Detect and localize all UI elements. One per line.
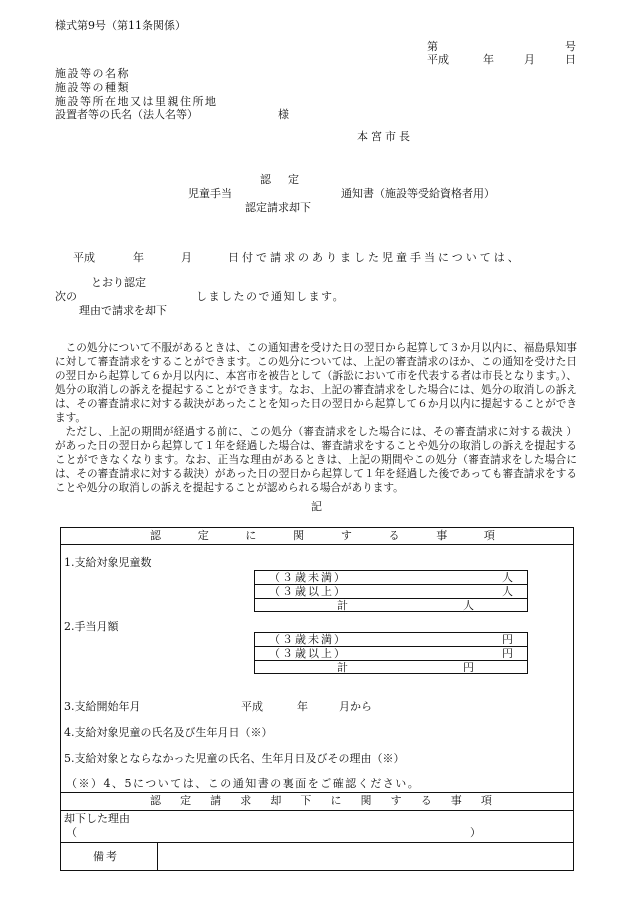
amount-under3-row: （３歳未満） 円 bbox=[269, 633, 513, 646]
body-option-approve: とおり認定 bbox=[91, 276, 146, 289]
reject-heading: 認 定 請 求 却 下 に 関 す る 事 項 bbox=[150, 794, 492, 807]
item3-era: 平成 bbox=[241, 700, 263, 713]
child-count-total-row: 計 人 bbox=[337, 599, 474, 612]
number-prefix: 第 bbox=[427, 40, 438, 53]
amount-total-row: 計 円 bbox=[337, 661, 474, 674]
footnote: （※）4、5については、この通知書の裏面をご確認ください。 bbox=[66, 777, 421, 790]
issuer: 本宮市長 bbox=[357, 130, 413, 143]
child-count-over3-row: （３歳以上） 人 bbox=[269, 585, 513, 598]
body-era: 平成 bbox=[73, 251, 95, 264]
title-prefix: 児童手当 bbox=[188, 187, 232, 200]
title-option-reject: 認定請求却下 bbox=[245, 201, 311, 214]
date-era: 平成 bbox=[427, 53, 449, 66]
date-month: 月 bbox=[524, 53, 535, 66]
title-option-approve: 認 定 bbox=[260, 173, 302, 186]
item2-label: 2.手当月額 bbox=[64, 620, 119, 633]
facility-address-label: 施設等所在地又は里親住所地 bbox=[55, 95, 218, 108]
amount-over3-row: （３歳以上） 円 bbox=[269, 647, 513, 660]
ki-marker: 記 bbox=[311, 500, 322, 513]
reject-reason-label: 却下した理由 bbox=[64, 812, 130, 825]
approval-heading: 認 定 に 関 す る 事 項 bbox=[150, 529, 495, 542]
item3-month: 月から bbox=[339, 700, 372, 713]
item5-label: 5.支給対象とならなかった児童の氏名、生年月日及びその理由（※） bbox=[64, 752, 405, 765]
reject-reason-paren-close: ） bbox=[470, 826, 481, 839]
body-conclusion: しましたので通知します。 bbox=[196, 290, 346, 303]
appeal-notice-p1: この処分について不服があるときは、この通知書を受けた日の翌日から起算して３か月以内に、福島県知事に対して審査請求をすることができます。この処分については、上記の審査請求のほか、この通知を受けた日の翌日から起算して６か月以内に、本宮市を被告として（訴訟において市を代表する者は市長となります。）、処分の取消しの訴えを提起することができます。なお、上記の審査請求をした場合には、処分の取消しの訴えは、その審査請求に対する裁決があったことを知った日の翌日から起算して６か月以内に提起することができます。 bbox=[55, 342, 577, 424]
reject-reason-paren-open: （ bbox=[66, 826, 77, 839]
facility-name-label: 施設等の名称 bbox=[55, 67, 130, 80]
item3-year: 年 bbox=[297, 700, 308, 713]
item1-label: 1.支給対象児童数 bbox=[64, 556, 152, 569]
child-count-box bbox=[254, 570, 528, 612]
body-month: 月 bbox=[181, 251, 192, 264]
founder-name-label: 設置者等の氏名（法人名等） bbox=[55, 108, 198, 121]
body-next: 次の bbox=[55, 290, 77, 303]
form-id: 様式第9号（第11条関係） bbox=[55, 19, 186, 32]
body-line1-rest: 日付で請求のありました児童手当については、 bbox=[228, 251, 522, 264]
number-suffix: 号 bbox=[565, 40, 576, 53]
body-year: 年 bbox=[133, 251, 144, 264]
item3-label: 3.支給開始年月 bbox=[64, 700, 141, 713]
date-year: 年 bbox=[483, 53, 494, 66]
appeal-notice-p2: ただし、上記の期間が経過する前に、この処分（審査請求をした場合には、その審査請求に対する裁決 ）があった日の翌日から起算して１年を経過した場合は、審査請求をすることや処分の取消しの訴えを提起することができなくなります。なお、正当な理由があるときは、上記の期間やこの処分（審査請求をした場合には、その審査請求に対する裁決）があった日の翌日から起算して１年を経過した後であっても審査請求をすることや処分の取消しの訴えを提起することが認められる場合があります。 bbox=[55, 426, 577, 494]
date-day: 日 bbox=[565, 53, 576, 66]
child-count-under3-row: （３歳未満） 人 bbox=[269, 571, 513, 584]
remarks-label: 備考 bbox=[93, 850, 119, 863]
monthly-amount-box bbox=[254, 632, 528, 674]
appeal-notice bbox=[55, 341, 577, 495]
item4-label: 4.支給対象児童の氏名及び生年月日（※） bbox=[64, 726, 273, 739]
facility-type-label: 施設等の種類 bbox=[55, 81, 130, 94]
title-suffix: 通知書（施設等受給資格者用） bbox=[341, 187, 495, 200]
honorific: 様 bbox=[278, 108, 289, 121]
body-option-reject: 理由で請求を却下 bbox=[79, 304, 167, 317]
